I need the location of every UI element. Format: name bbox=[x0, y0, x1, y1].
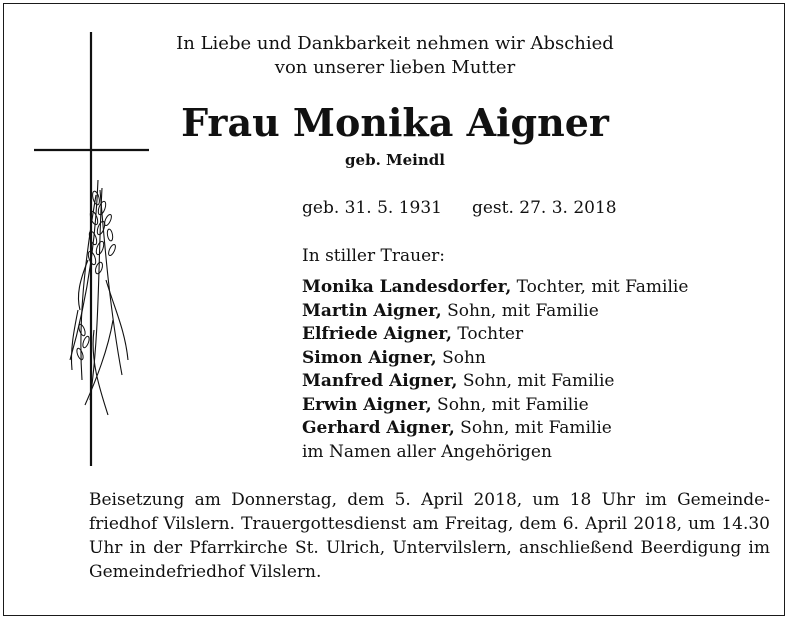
mourner-item bbox=[302, 394, 688, 418]
mourner-relation: Sohn bbox=[436, 347, 486, 368]
mourner-item bbox=[302, 276, 688, 300]
intro-line-1: In Liebe und Dankbarkeit nehmen wir Abschied bbox=[176, 33, 614, 54]
intro-line-2: von unserer lieben Mutter bbox=[274, 57, 516, 78]
mourner-item bbox=[302, 300, 688, 324]
life-dates bbox=[302, 196, 617, 220]
death-date: gest. 27. 3. 2018 bbox=[471, 198, 617, 218]
mourner-name: Manfred Aigner, bbox=[302, 371, 458, 391]
mourner-relation: Sohn, mit Familie bbox=[454, 418, 612, 438]
mourner-name: Martin Aigner, bbox=[302, 300, 442, 321]
mourner-relation: Sohn, mit Familie bbox=[457, 371, 615, 391]
cross-with-wheat-icon bbox=[30, 30, 160, 470]
mourner-relation: Tochter, mit Familie bbox=[511, 277, 689, 297]
mourning-intro: In stiller Trauer: bbox=[302, 246, 445, 266]
mourner-item bbox=[302, 347, 688, 371]
intro-text bbox=[160, 32, 630, 80]
deceased-name: Frau Monika Aigner bbox=[181, 100, 609, 145]
birth-date: geb. 31. 5. 1931 bbox=[302, 198, 442, 218]
mourner-name: Erwin Aigner, bbox=[302, 394, 432, 415]
closing-line: im Namen aller Angehörigen bbox=[302, 441, 552, 462]
mourner-item bbox=[302, 323, 688, 347]
mourner-name: Monika Landesdorfer, bbox=[302, 277, 512, 297]
mourner-item bbox=[302, 370, 688, 394]
maiden-name: geb. Meindl bbox=[345, 151, 445, 169]
mourner-relation: Tochter bbox=[451, 324, 524, 344]
mourner-relation: Sohn, mit Familie bbox=[431, 394, 589, 415]
mourners-list bbox=[302, 276, 688, 464]
funeral-details: Beisetzung am Donnerstag, dem 5. April 2018, um 18 Uhr im Gemeindefriedhof Vilslern. Trauergottesdienst am Freitag, dem 6. April 2018, um 14.30 Uhr in der Pfarrkirche St. Ulrich, Untervilslern, anschließend Beerdigung im Gemeindefriedhof Vilslern. bbox=[89, 490, 770, 582]
mourner-relation: Sohn, mit Familie bbox=[441, 300, 599, 321]
mourner-name: Gerhard Aigner, bbox=[302, 418, 455, 438]
mourner-name: Simon Aigner, bbox=[302, 347, 437, 368]
mourner-name: Elfriede Aigner, bbox=[302, 324, 452, 344]
mourner-item bbox=[302, 417, 688, 441]
